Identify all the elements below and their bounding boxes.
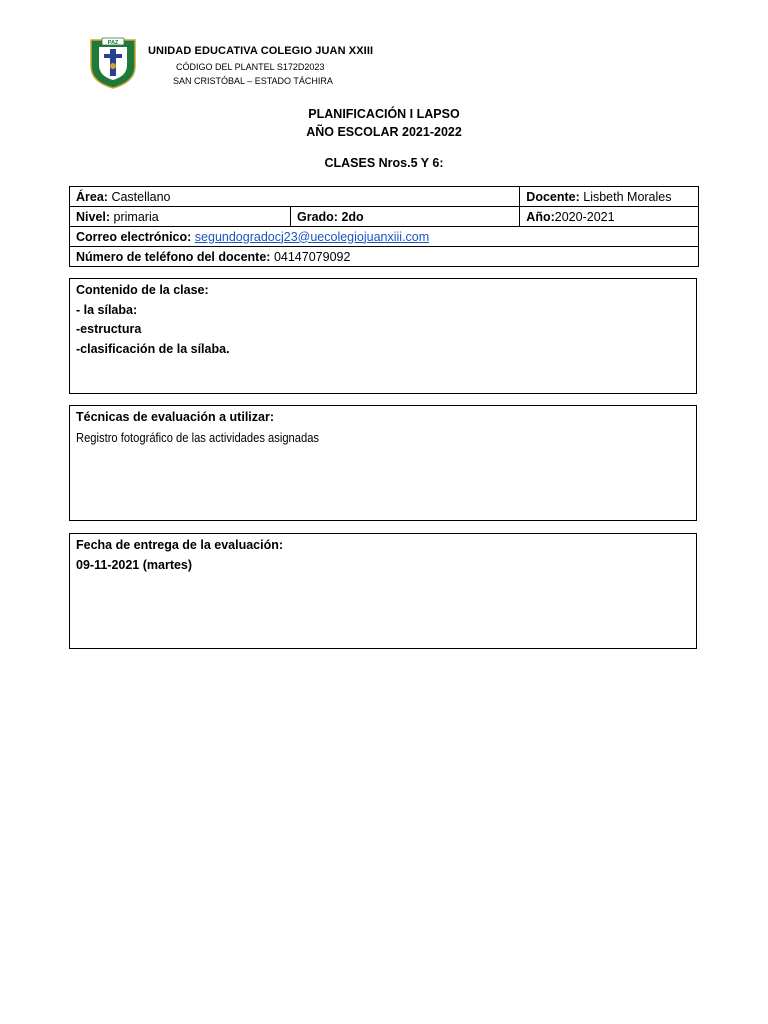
phone-value: 04147079092 xyxy=(273,249,351,264)
plan-title: PLANIFICACIÓN I LAPSO xyxy=(308,107,460,121)
area-value: Castellano xyxy=(107,189,171,204)
delivery-date-box xyxy=(69,533,697,649)
delivery-heading: Fecha de entrega de la evaluación: xyxy=(76,538,284,552)
evaluation-techniques-box xyxy=(69,405,697,521)
table-row xyxy=(70,227,699,247)
level-cell xyxy=(70,207,291,227)
content-item: - la sílaba: xyxy=(76,302,138,317)
year-label: Año: xyxy=(526,209,555,224)
content-item: -clasificación de la sílaba. xyxy=(76,341,230,356)
info-table xyxy=(69,186,699,267)
school-crest-logo xyxy=(88,36,138,90)
table-row xyxy=(70,247,699,267)
school-name: UNIDAD EDUCATIVA COLEGIO JUAN XXIII xyxy=(148,45,374,57)
level-value: primaria xyxy=(110,209,159,224)
school-year-title: AÑO ESCOLAR 2021-2022 xyxy=(306,125,462,139)
evaluation-text: Registro fotográfico de las actividades asignadas xyxy=(76,429,320,445)
teacher-cell xyxy=(520,187,699,207)
email-cell xyxy=(70,227,699,247)
year-cell xyxy=(520,207,699,227)
table-row xyxy=(70,207,699,227)
level-label: Nivel: xyxy=(76,209,111,224)
logo-motto: PAZ xyxy=(107,39,119,46)
teacher-label: Docente: xyxy=(526,189,580,204)
phone-cell xyxy=(70,247,699,267)
classes-title: CLASES Nros.5 Y 6: xyxy=(324,156,444,170)
evaluation-heading: Técnicas de evaluación a utilizar: xyxy=(76,410,274,424)
delivery-date: 09-11-2021 (martes) xyxy=(76,557,193,572)
teacher-value: Lisbeth Morales xyxy=(579,189,672,204)
school-code: CÓDIGO DEL PLANTEL S172D2023 xyxy=(176,62,325,72)
email-label: Correo electrónico: xyxy=(76,229,192,244)
year-value: 2020-2021 xyxy=(554,209,615,224)
phone-label: Número de teléfono del docente: xyxy=(76,249,271,264)
area-label: Área: xyxy=(76,189,108,204)
content-item: -estructura xyxy=(76,322,142,336)
area-cell xyxy=(70,187,520,207)
school-location: SAN CRISTÓBAL – ESTADO TÁCHIRA xyxy=(173,76,333,86)
table-row xyxy=(70,187,699,207)
grade-label: Grado: 2do xyxy=(297,209,364,224)
grade-cell xyxy=(291,207,520,227)
class-content-box xyxy=(69,278,697,394)
content-heading: Contenido de la clase: xyxy=(76,283,209,297)
email-link[interactable]: segundogradocj23@uecolegiojuanxiii.com xyxy=(194,229,430,244)
